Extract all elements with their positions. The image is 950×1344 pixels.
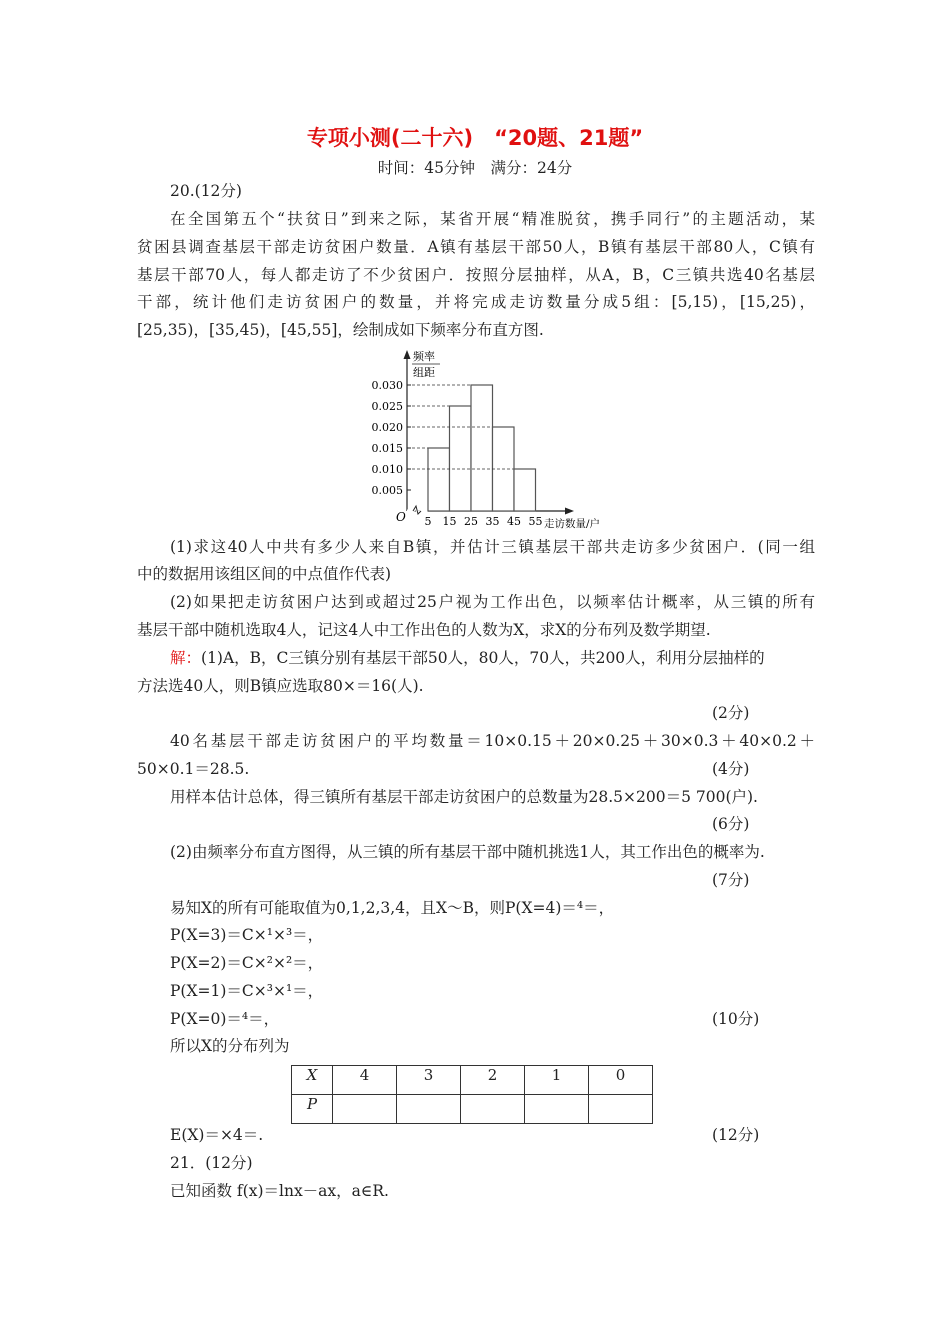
question-text: 基层干部70人，每人都走访了不少贫困户．按照分层抽样，从A，B，C三镇共选40名基层 <box>137 266 815 284</box>
score-mark: (2分) <box>712 704 750 722</box>
distribution-table <box>291 1065 653 1124</box>
solution-text: (1)A，B，C三镇分别有基层干部50人，80人，70人，共200人，利用分层抽样的 <box>201 649 765 667</box>
y-axis-arrow <box>404 350 411 359</box>
score-mark: (12分) <box>712 1126 760 1144</box>
solution-line: 所以X的分布列为 <box>170 1037 290 1055</box>
solution-line: P(X=2)＝C×²×²＝， <box>170 954 324 972</box>
y-axis-label-top: 频率 <box>413 350 435 363</box>
table-cell: X <box>292 1066 333 1095</box>
table-cell: 2 <box>461 1066 525 1095</box>
question-20-heading: 20.(12分) <box>170 182 242 200</box>
table-cell: 1 <box>525 1066 589 1095</box>
y-tick-label: 0.005 <box>371 484 403 497</box>
sub-question-2: 基层干部中随机选取4人，记这4人中工作出色的人数为X，求X的分布列及数学期望. <box>137 621 711 639</box>
question-text: 在全国第五个“扶贫日”到来之际，某省开展“精准脱贫，携手同行”的主题活动，某 <box>170 210 815 228</box>
question-text: 贫困县调查基层干部走访贫困户数量．A镇有基层干部50人，B镇有基层干部80人，C镇有 <box>137 238 815 256</box>
table-cell <box>589 1095 653 1124</box>
table-cell <box>397 1095 461 1124</box>
y-axis-label-bottom: 组距 <box>413 366 435 379</box>
x-tick-label: 45 <box>507 515 521 528</box>
table-cell: 4 <box>333 1066 397 1095</box>
table-cell <box>461 1095 525 1124</box>
y-tick-label: 0.015 <box>371 442 403 455</box>
solution-line: 用样本估计总体，得三镇所有基层干部走访贫困户的总数量为28.5×200＝5 700(户). <box>170 788 758 806</box>
x-axis-label: 走访数量/户 <box>544 518 601 530</box>
histogram-bar <box>450 406 472 511</box>
solution-line <box>170 648 815 668</box>
y-tick-label: 0.025 <box>371 400 403 413</box>
table-cell: P <box>292 1095 333 1124</box>
x-tick-label: 25 <box>464 515 478 528</box>
score-mark: (10分) <box>712 1010 760 1028</box>
sub-question-2: (2)如果把走访贫困户达到或超过25户视为工作出色，以频率估计概率，从三镇的所有 <box>170 593 815 611</box>
table-cell <box>333 1095 397 1124</box>
solution-line: P(X=1)＝C×³×¹＝， <box>170 982 324 1000</box>
question-text: [25,35)，[35,45)，[45,55]，绘制成如下频率分布直方图. <box>137 321 544 339</box>
score-mark: (6分) <box>712 815 750 833</box>
table-cell: 3 <box>397 1066 461 1095</box>
sub-question-1: (1)求这40人中共有多少人来自B镇，并估计三镇基层干部共走访多少贫困户．(同一组 <box>170 538 815 556</box>
solution-line: 40名基层干部走访贫困户的平均数量＝10×0.15＋20×0.25＋30×0.3＋40×0.2＋ <box>170 732 815 750</box>
table-row <box>292 1066 653 1095</box>
histogram-bar <box>428 448 450 511</box>
histogram-bar <box>471 385 493 511</box>
score-mark: (4分) <box>712 760 750 778</box>
table-row <box>292 1095 653 1124</box>
x-axis-arrow <box>565 508 574 515</box>
page-subtitle: 时间：45分钟 满分：24分 <box>377 159 573 177</box>
x-tick-label: 5 <box>424 515 432 528</box>
page-title: 专项小测(二十六) “20题、21题” <box>306 126 644 150</box>
table-cell <box>525 1095 589 1124</box>
sub-question-1: 中的数据用该组区间的中点值作代表) <box>137 565 392 583</box>
solution-line: 方法选40人，则B镇应选取80×＝16(人). <box>137 677 424 695</box>
solution-line: (2)由频率分布直方图得，从三镇的所有基层干部中随机挑选1人，其工作出色的概率为. <box>170 843 765 861</box>
y-tick-label: 0.030 <box>371 379 403 392</box>
question-text: 干部，统计他们走访贫困户的数量，并将完成走访数量分成5组：[5,15)，[15,25)， <box>137 293 815 311</box>
y-tick-label: 0.020 <box>371 421 403 434</box>
score-mark: (7分) <box>712 871 750 889</box>
frequency-histogram <box>360 345 620 535</box>
solution-line: P(X=3)＝C×¹×³＝， <box>170 926 324 944</box>
x-tick-label: 15 <box>442 515 457 528</box>
x-tick-label: 55 <box>528 515 543 528</box>
y-tick-label: 0.010 <box>371 463 403 476</box>
solution-line: P(X=0)＝⁴＝， <box>170 1010 280 1028</box>
solution-line: 50×0.1＝28.5. <box>137 760 250 778</box>
solution-line: 易知X的所有可能取值为0,1,2,3,4，且X～B，则P(X=4)＝⁴＝， <box>170 899 615 917</box>
x-tick-label: 35 <box>485 515 500 528</box>
solution-line: E(X)＝×4＝. <box>170 1126 264 1144</box>
question-21-heading: 21．(12分) <box>170 1154 253 1172</box>
histogram-bar <box>514 469 536 511</box>
question-21-text: 已知函数 f(x)＝lnx－ax，a∈R. <box>170 1182 389 1200</box>
origin-label: O <box>396 510 406 524</box>
solution-label: 解： <box>170 649 202 667</box>
table-cell: 0 <box>589 1066 653 1095</box>
